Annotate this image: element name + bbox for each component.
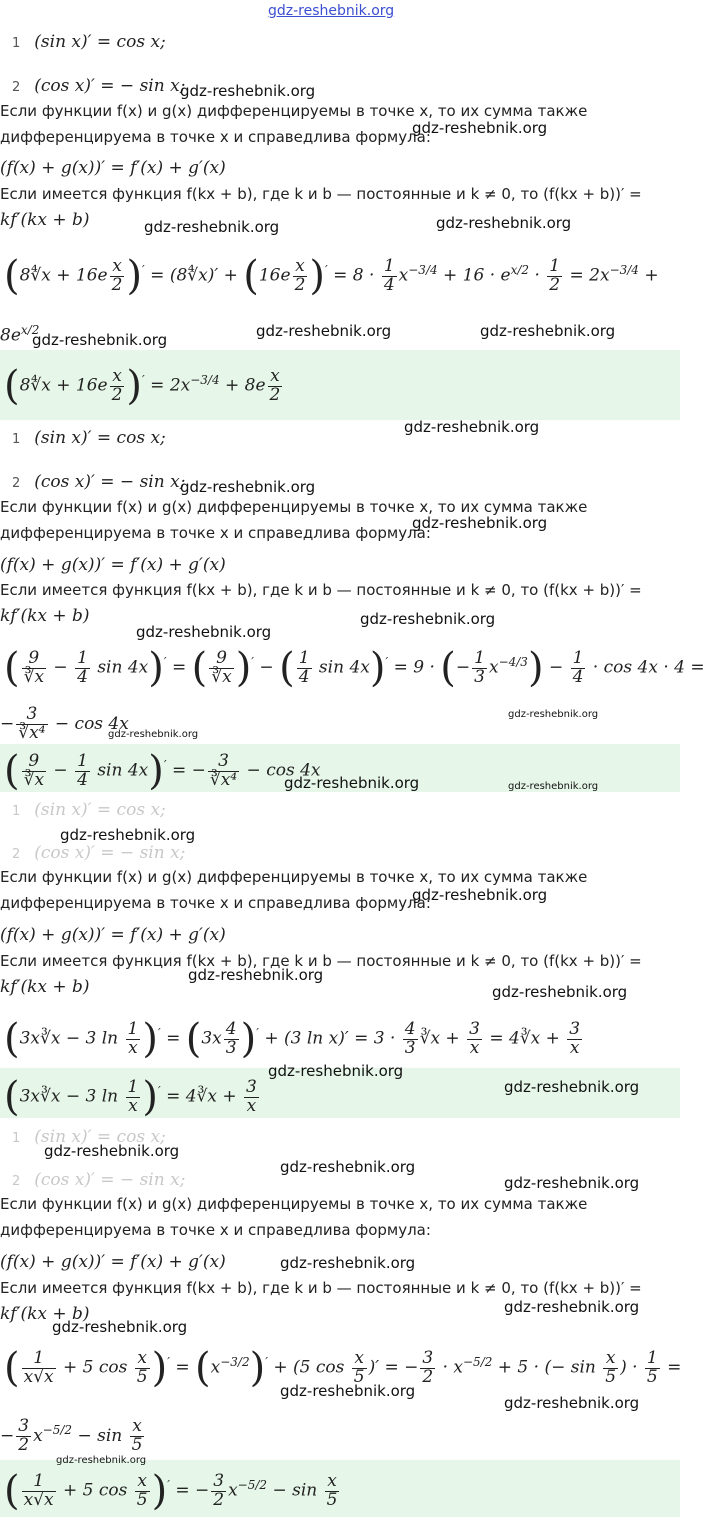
watermark: gdz-reshebnik.org: [56, 1455, 147, 1466]
rule-line-2: 2 (cos x)′ = − sin x;: [12, 76, 186, 96]
rule-line-2: 2 (cos x)′ = − sin x;: [12, 472, 186, 492]
sum-rule-text-2: дифференцируема в точке x и справедлива формула:: [0, 1221, 431, 1239]
calc-line-1-block-1: (8∜x + 16e $\frac{x}{2}$ )′ = (8∜x)′ + (16e $\frac{x}{2}$ )′ = 8 · $\frac{1}{4}$ $x^{-3/4} + 16 \cdot e^{x/2}$ · $\frac{1}{2}$ = $2x^{-3/4}$ +: [4, 253, 659, 299]
watermark: gdz-reshebnik.org: [412, 886, 548, 904]
watermark: gdz-reshebnik.org: [180, 478, 316, 496]
watermark: gdz-reshebnik.org: [492, 983, 628, 1001]
watermark: gdz-reshebnik.org: [404, 418, 540, 436]
watermark: gdz-reshebnik.org: [508, 781, 599, 792]
watermark: gdz-reshebnik.org: [280, 1158, 416, 1176]
watermark: gdz-reshebnik.org: [480, 322, 616, 340]
watermark: gdz-reshebnik.org: [52, 1318, 188, 1336]
sum-rule-text-1: Если функции f(x) и g(x) дифференцируемы в точке x, то их сумма также: [0, 102, 588, 120]
watermark: gdz-reshebnik.org: [136, 623, 272, 641]
watermark: gdz-reshebnik.org: [504, 1174, 640, 1192]
watermark: gdz-reshebnik.org: [44, 1142, 180, 1160]
watermark: gdz-reshebnik.org: [108, 729, 199, 740]
composite-rule-text-2: kf′(kx + b): [0, 606, 90, 626]
watermark: gdz-reshebnik.org: [284, 774, 420, 792]
sum-rule-formula: (f(x) + g(x))′ = f′(x) + g′(x): [0, 555, 226, 575]
site-link-watermark[interactable]: gdz-reshebnik.org: [268, 3, 395, 19]
sum-rule-text-2: дифференцируема в точке x и справедлива формула:: [0, 128, 431, 146]
answer-block-3: (3x∛x − 3 ln $\frac{1}{x}$ )′ = 4∛x + $\frac{3}{x}$: [4, 1074, 257, 1120]
sum-rule-text-1: Если функции f(x) и g(x) дифференцируемы в точке x, то их сумма также: [0, 1195, 588, 1213]
sum-rule-formula: (f(x) + g(x))′ = f′(x) + g′(x): [0, 1252, 226, 1272]
answer-block-1: (8∜x + 16e $\frac{x}{2}$ )$' = 2x^{-3/4} + 8e$ $\frac{x}{2}$: [4, 363, 281, 409]
watermark: gdz-reshebnik.org: [280, 1382, 416, 1400]
composite-rule-text-2: kf′(kx + b): [0, 977, 90, 997]
rule-line-2: 2 (cos x)′ = − sin x;: [12, 1170, 186, 1190]
watermark: gdz-reshebnik.org: [32, 331, 168, 349]
watermark: gdz-reshebnik.org: [144, 218, 280, 236]
watermark: gdz-reshebnik.org: [504, 1394, 640, 1412]
watermark: gdz-reshebnik.org: [508, 709, 599, 720]
watermark: gdz-reshebnik.org: [360, 610, 496, 628]
watermark: gdz-reshebnik.org: [280, 1254, 416, 1272]
composite-rule-text-2: kf′(kx + b): [0, 1304, 90, 1324]
rule-line-1: 1 (sin x)′ = cos x;: [12, 428, 166, 448]
watermark: gdz-reshebnik.org: [412, 514, 548, 532]
calc-line-1-block-4: ( $\frac{1}{x√x}$ + 5 cos $\frac{x}{5}$ )$' = (x^{-3/2})' + (5$ cos $\frac{x}{5}$ )′ = − $\frac{3}{2}$ · $x^{-5/2} + 5$ · (− sin $\frac{x}{5}$ ) · $\frac{1}{5}$ =: [4, 1345, 682, 1391]
calc-line-1-block-3: (3x∛x − 3 ln $\frac{1}{x}$ )′ = (3x $\frac{4}{3}$ )′ + (3 ln x)′ = 3 · $\frac{4}{3}$ ∛x + $\frac{3}{x}$ = 4∛x + $\frac{3}{x}$: [4, 1016, 581, 1062]
watermark: gdz-reshebnik.org: [504, 1078, 640, 1096]
composite-rule-text-1: Если имеется функция f(kx + b), где k и b — постоянные и k ≠ 0, то (f(kx + b))′ =: [0, 185, 642, 203]
sum-rule-text-1: Если функции f(x) и g(x) дифференцируемы в точке x, то их сумма также: [0, 498, 588, 516]
composite-rule-text-2: kf′(kx + b): [0, 210, 90, 230]
composite-rule-text-1: Если имеется функция f(kx + b), где k и b — постоянные и k ≠ 0, то (f(kx + b))′ =: [0, 581, 642, 599]
answer-block-2: ( $\frac{9}{∛x}$ − $\frac{1}{4}$ sin 4x)′ = − $\frac{3}{\text{∛x⁴}}$ − cos 4x: [4, 748, 321, 794]
rule-line-1: 1 (sin x)′ = cos x;: [12, 1127, 166, 1147]
watermark: gdz-reshebnik.org: [256, 322, 392, 340]
watermark: gdz-reshebnik.org: [436, 214, 572, 232]
watermark: gdz-reshebnik.org: [188, 966, 324, 984]
sum-rule-text-1: Если функции f(x) и g(x) дифференцируемы в точке x, то их сумма также: [0, 868, 588, 886]
composite-rule-text-1: Если имеется функция f(kx + b), где k и b — постоянные и k ≠ 0, то (f(kx + b))′ =: [0, 952, 642, 970]
sum-rule-formula: (f(x) + g(x))′ = f′(x) + g′(x): [0, 158, 226, 178]
sum-rule-formula: (f(x) + g(x))′ = f′(x) + g′(x): [0, 925, 226, 945]
rule-line-2: 2 (cos x)′ = − sin x;: [12, 843, 186, 863]
rule-line-1: 1 (sin x)′ = cos x;: [12, 32, 166, 52]
sum-rule-text-2: дифференцируема в точке x и справедлива формула:: [0, 894, 431, 912]
calc-line-2-block-4: − $\frac{3}{2}$ $x^{-5/2} - \sin$ $\frac{x}{5}$: [0, 1416, 143, 1455]
calc-line-2-block-2: − $\frac{3}{\text{∛x⁴}}$ − cos 4x: [0, 704, 129, 743]
answer-block-4: ( $\frac{1}{x√x}$ + 5 cos $\frac{x}{5}$ )′ = − $\frac{3}{2}$ $x^{-5/2} - \sin$ $\frac{x}{5}$: [4, 1468, 338, 1514]
watermark: gdz-reshebnik.org: [504, 1298, 640, 1316]
sum-rule-text-2: дифференцируема в точке x и справедлива формула:: [0, 524, 431, 542]
watermark: gdz-reshebnik.org: [412, 119, 548, 137]
composite-rule-text-1: Если имеется функция f(kx + b), где k и b — постоянные и k ≠ 0, то (f(kx + b))′ =: [0, 1279, 642, 1297]
rule-line-1: 1 (sin x)′ = cos x;: [12, 800, 166, 820]
watermark: gdz-reshebnik.org: [180, 82, 316, 100]
watermark: gdz-reshebnik.org: [60, 826, 196, 844]
calc-line-2-block-1: $8e^{x/2}$: [0, 323, 40, 346]
calc-line-1-block-2: ( $\frac{9}{∛x}$ − $\frac{1}{4}$ sin 4x)′ = ( $\frac{9}{∛x}$ )′ − ( $\frac{1}{4}$ sin 4x)′ = 9 · (− $\frac{1}{3}$ $x^{-4/3}$) − $\frac{1}{4}$ · cos 4x · 4 =: [4, 645, 705, 691]
watermark: gdz-reshebnik.org: [268, 1062, 404, 1080]
